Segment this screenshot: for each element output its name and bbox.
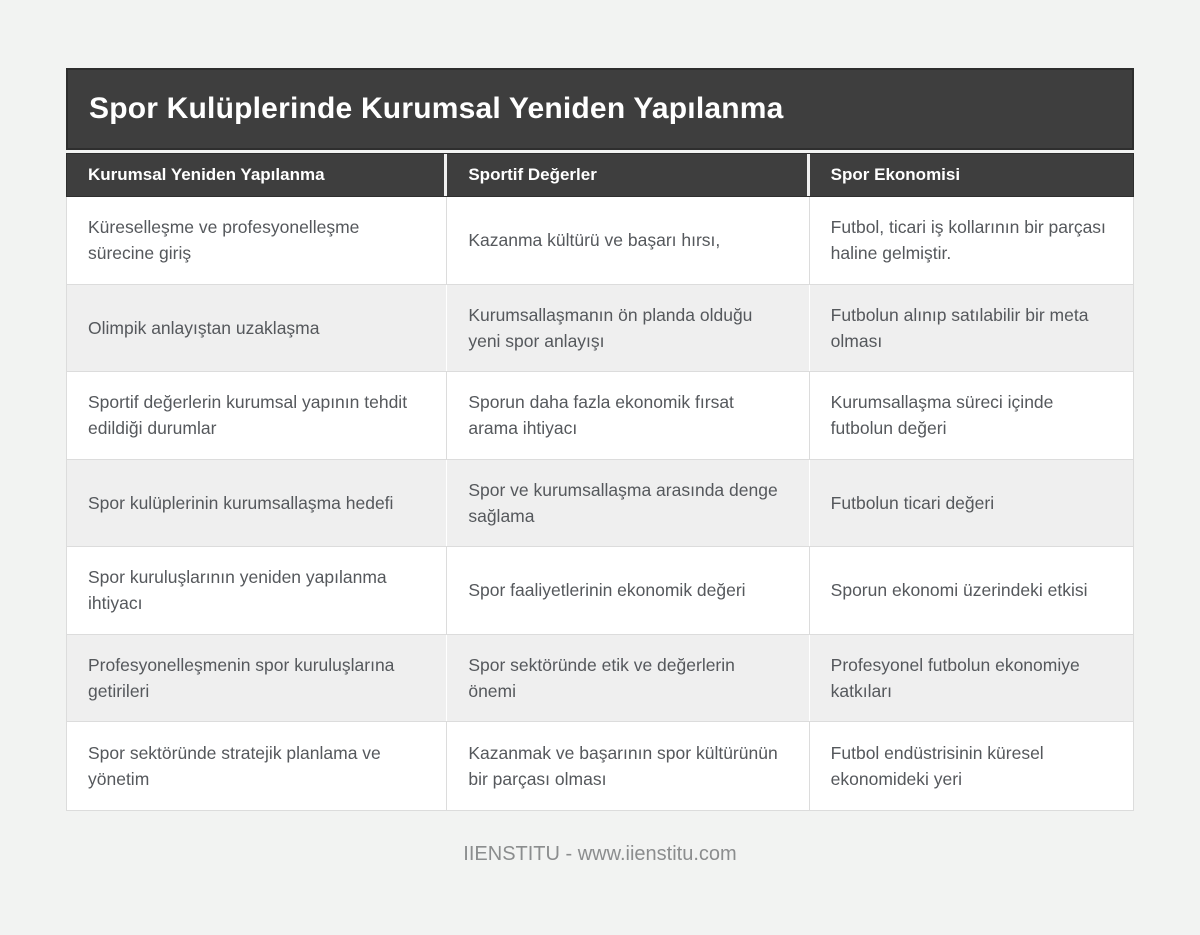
table-row bbox=[67, 635, 1133, 723]
infographic-panel bbox=[66, 68, 1134, 811]
table-cell: Futbolun ticari değeri bbox=[830, 492, 995, 513]
table-cell: Futbolun alınıp satılabilir bir meta olması bbox=[830, 304, 1089, 351]
table-cell: Sportif değerlerin kurumsal yapının tehdit edildiği durumlar bbox=[67, 372, 447, 459]
table-cell: Kazanmak ve başarının spor kültürünün bir parçası olması bbox=[447, 722, 809, 810]
table-body bbox=[66, 197, 1134, 811]
table-cell: Futbol endüstrisinin küresel ekonomideki yeri bbox=[830, 742, 1044, 789]
column-header-sportif-degerler: Sportif Değerler bbox=[447, 154, 809, 196]
table-cell: Kurumsallaşma süreci içinde futbolun değeri bbox=[830, 392, 1054, 439]
table-cell: Sporun daha fazla ekonomik fırsat arama ihtiyacı bbox=[447, 372, 809, 459]
table-row bbox=[67, 285, 1133, 373]
data-table bbox=[66, 153, 1134, 811]
table-row bbox=[67, 547, 1133, 635]
table-cell: Sporun ekonomi üzerindeki etkisi bbox=[830, 580, 1088, 601]
page-title: Spor Kulüplerinde Kurumsal Yeniden Yapılanma bbox=[89, 92, 784, 125]
table-cell: Spor kulüplerinin kurumsallaşma hedefi bbox=[67, 460, 447, 547]
column-header-kurumsal-yeniden-yapilanma: Kurumsal Yeniden Yapılanma bbox=[67, 154, 447, 196]
table-cell: Küreselleşme ve profesyonelleşme sürecine giriş bbox=[67, 197, 447, 284]
table-row bbox=[67, 722, 1133, 810]
table-cell: Kurumsallaşmanın ön planda olduğu yeni spor anlayışı bbox=[447, 285, 809, 372]
table-cell: Spor sektöründe stratejik planlama ve yönetim bbox=[67, 722, 447, 810]
footer-credit: IIENSTITU - www.iienstitu.com bbox=[463, 843, 737, 865]
table-cell: Spor faaliyetlerinin ekonomik değeri bbox=[447, 547, 809, 634]
table-row bbox=[67, 460, 1133, 548]
table-cell: Spor sektöründe etik ve değerlerin önemi bbox=[447, 635, 809, 722]
table-cell: Profesyonelleşmenin spor kuruluşlarına getirileri bbox=[67, 635, 447, 722]
table-cell: Spor ve kurumsallaşma arasında denge sağlama bbox=[447, 460, 809, 547]
table-header-row bbox=[66, 153, 1134, 197]
title-bar bbox=[66, 68, 1134, 150]
table-cell: Olimpik anlayıştan uzaklaşma bbox=[67, 285, 447, 372]
table-cell: Futbol, ticari iş kollarının bir parçası haline gelmiştir. bbox=[830, 217, 1106, 264]
table-row bbox=[67, 372, 1133, 460]
table-cell: Spor kuruluşlarının yeniden yapılanma ihtiyacı bbox=[67, 547, 447, 634]
table-cell: Profesyonel futbolun ekonomiye katkıları bbox=[830, 654, 1080, 701]
column-header-spor-ekonomisi: Spor Ekonomisi bbox=[810, 154, 1133, 196]
table-row bbox=[67, 197, 1133, 285]
table-cell: Kazanma kültürü ve başarı hırsı, bbox=[447, 197, 809, 284]
